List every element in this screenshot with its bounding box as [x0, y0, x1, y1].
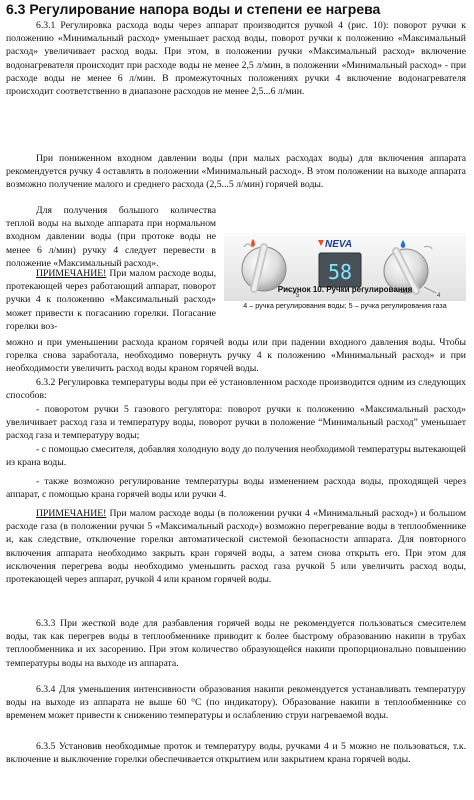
note-2-label: ПРИМЕЧАНИЕ! — [36, 508, 107, 519]
paragraph-low-pressure: При пониженном входном давлении воды (при малых расходах воды) для включения аппарата рекомендуется ручку 4 оставлять в положении «Минимальный расход». В этом положении на выходе аппарата возможно получение малого и среднего расхода (2,5...5 л/мин) горячей воды. — [6, 153, 466, 191]
brand-logo: NEVA — [325, 239, 353, 250]
note-1 — [6, 267, 216, 333]
paragraph-gas-knob: - поворотом ручки 5 газового регулятора: поворот ручки к положению «Максимальный расход» увеличивает расход газа и температуру воды, поворот ручки в положение “Минимальный расход” уменьшает расход газа и температуру воды; — [6, 404, 466, 442]
paragraph-large-flow: Для получения большого количества теплой воды на выходе аппарата при нормальном входном давлении воды (при протоке воды не менее 6 л/мин) ручку 4 следует перевести в положение «Максимальный расход». — [6, 205, 216, 269]
note-1-label: ПРИМЕЧАНИЕ! — [36, 268, 107, 279]
paragraph-6-3-2: 6.3.2 Регулировка температуры воды при её установленном расходе производится одним из следующих способов: — [6, 377, 466, 402]
paragraph-6-3-4: 6.3.4 Для уменьшения интенсивности образования накипи рекомендуется устанавливать температуру воды на выходе из аппарата не выше 60 °С (по индикатору). Образование накипи в теплообменнике со временем может привести к снижению температуры и ослаблению струи нагреваемой воды. — [6, 684, 466, 722]
figure-caption: Рисунок 10. Ручки регулирования — [277, 285, 413, 294]
gas-knob-label: 5 — [296, 293, 300, 299]
paragraph-6-3-3: 6.3.3 При жесткой воде для разбавления горячей воды не рекомендуется пользоваться смесителем воды, так как перегрев воды в теплообменнике приводит к более быстрому образованию накипи в трубах теплообменника и их засорению. При этом количество образующейся накипи пропорционально повышению температуры воды на выходе из аппарата. — [6, 618, 466, 669]
section-title: 6.3 Регулирование напора воды и степени ее нагрева — [6, 1, 381, 17]
note-2 — [6, 507, 466, 586]
figure-subcaption: 4 – ручка регулирования воды; 5 – ручка регулирования газа — [243, 301, 447, 310]
paragraph-flow-change: - также возможно регулирование температуры воды изменением расхода воды, проходящей через аппарат, с помощью крана горячей воды или ручки 4. — [6, 476, 466, 501]
note-1-continuation: можно и при уменьшении расхода краном горячей воды или при падении входного давления воды. Чтобы горелка снова заработала, необходимо повернуть ручку 4 к положению «Минимальный расход» и при необходимости увеличить расход воды краном горячей воды. — [6, 337, 466, 375]
paragraph-6-3-5: 6.3.5 Установив необходимые проток и температуру воды, ручками 4 и 5 можно не пользоваться, т.к. включение и выключение горелки обеспечивается открытием или закрытием крана горячей воды. — [6, 741, 466, 766]
paragraph-mixer: - с помощью смесителя, добавляя холодную воду до получения необходимой температуры вытекающей из крана воды. — [6, 444, 466, 469]
note-1-text: При малом расходе воды, протекающей через работающий аппарат, поворот ручки 4 к положению «Максимальный расход» может привести к погасанию горелки. Погасание горелки воз- — [6, 268, 216, 332]
paragraph-6-3-1: 6.3.1 Регулировка расхода воды через аппарат производится ручкой 4 (рис. 10): поворот ручки к положению «Минимальный расход» уменьшает расход воды, поворот ручки к положению «Максимальный расход» увеличивает расход воды. При этом, в положении ручки «Максимальный расход» включение водонагревателя происходит при расходе воды не менее 2,5 л/мин, в положении «Минимальный расход» - при расходе воды не менее 6 л/мин. В промежуточных положениях ручки 4 включение водонагревателя происходит соответственно в диапазоне расходов не менее 2,5...6 л/мин. — [6, 20, 466, 98]
temperature-readout: 58 — [327, 260, 353, 284]
note-2-text: При малом расходе воды (в положении ручки 4 «Минимальный расход») и большом расходе газа (в положении ручки 5 «Максимальный расход») возможно перегревание воды в теплообменнике и, как следствие, отключение горелки автоматической системой безопасности аппарата. Для повторного включения аппарата необходимо закрыть кран горячей воды, а затем снова открыть его. При этом для исключения перегрева воды необходимо уменьшить расход газа ручкой 5 или увеличить расход воды, протекающей через аппарат, ручкой 4 или краном горячей воды. — [6, 508, 466, 586]
water-knob-label: 4 — [437, 293, 441, 299]
